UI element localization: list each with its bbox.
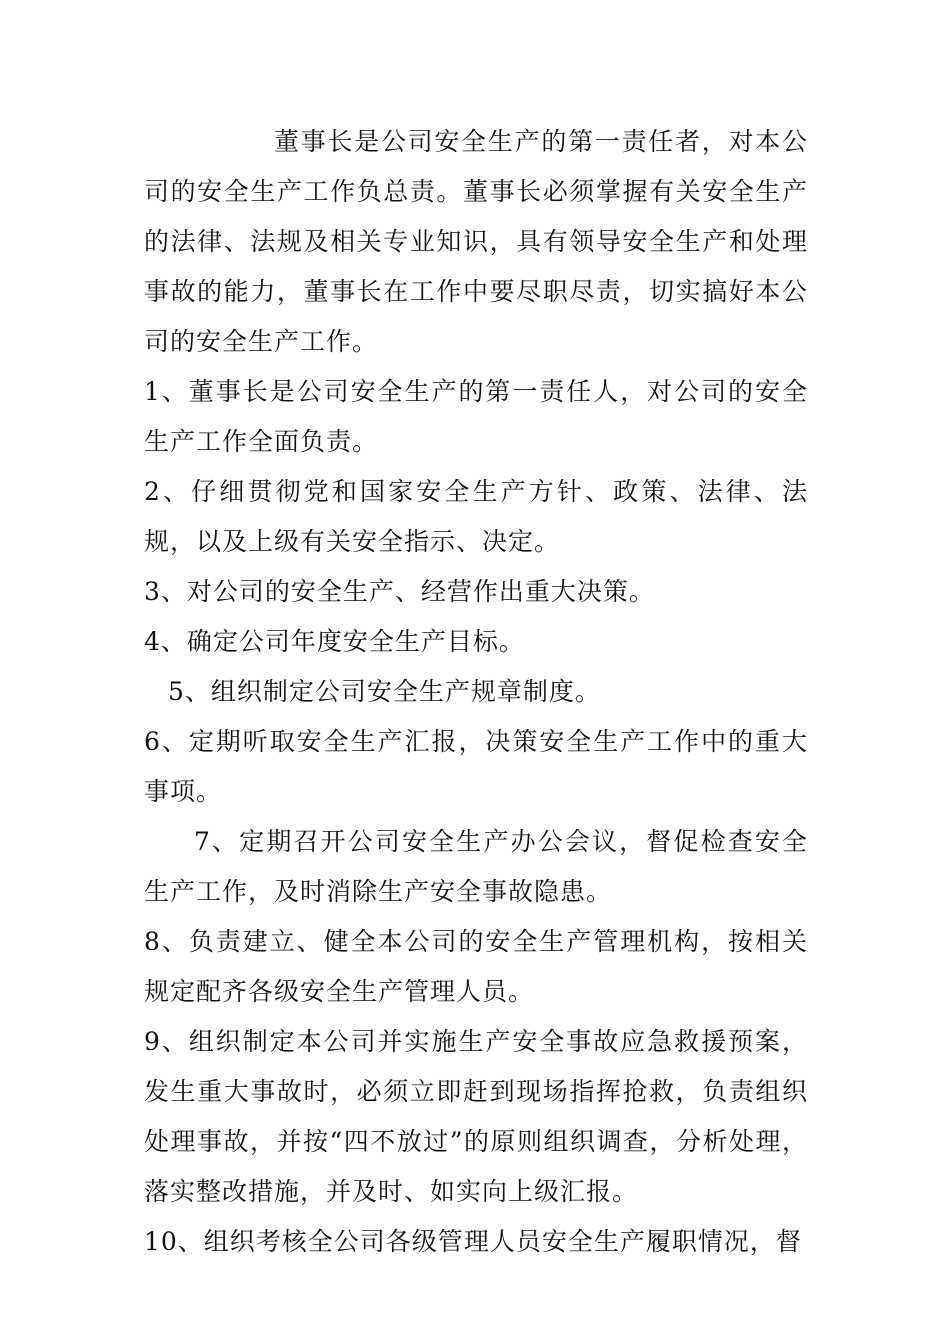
list-item: 8、负责建立、健全本公司的安全生产管理机构，按相关规定配齐各级安全生产管理人员。 [144, 927, 808, 1006]
list-item: 3、对公司的安全生产、经营作出重大决策。 [144, 577, 655, 606]
list-item: 6、定期听取安全生产汇报，决策安全生产工作中的重大事项。 [144, 727, 808, 806]
list-item: 7、定期召开公司安全生产办公会议，督促检查安全生产工作，及时消除生产安全事故隐患。 [144, 827, 808, 906]
list-item: 5、组织制定公司安全生产规章制度。 [168, 677, 601, 706]
list-item: 10、组织考核全公司各级管理人员安全生产履职情况，督 [144, 1227, 802, 1256]
list-item: 1、董事长是公司安全生产的第一责任人，对公司的安全生产工作全面负责。 [144, 377, 808, 456]
list-item: 2、仔细贯彻党和国家安全生产方针、政策、法律、法规，以及上级有关安全指示、决定。 [144, 477, 808, 556]
list-item: 9、组织制定本公司并实施生产安全事故应急救援预案，发生重大事故时，必须立即赶到现场指挥抢救，负责组织处理事故，并按“四不放过”的原则组织调查，分析处理，落实整改措施，并及时、如实向上级汇报。 [144, 1027, 808, 1206]
document-body [144, 117, 808, 1267]
list-item: 4、确定公司年度安全生产目标。 [144, 627, 525, 656]
intro-paragraph: 董事长是公司安全生产的第一责任者，对本公司的安全生产工作负总责。董事长必须掌握有关安全生产的法律、法规及相关专业知识，具有领导安全生产和处理事故的能力，董事长在工作中要尽职尽责，切实搞好本公司的安全生产工作。 [144, 127, 808, 356]
